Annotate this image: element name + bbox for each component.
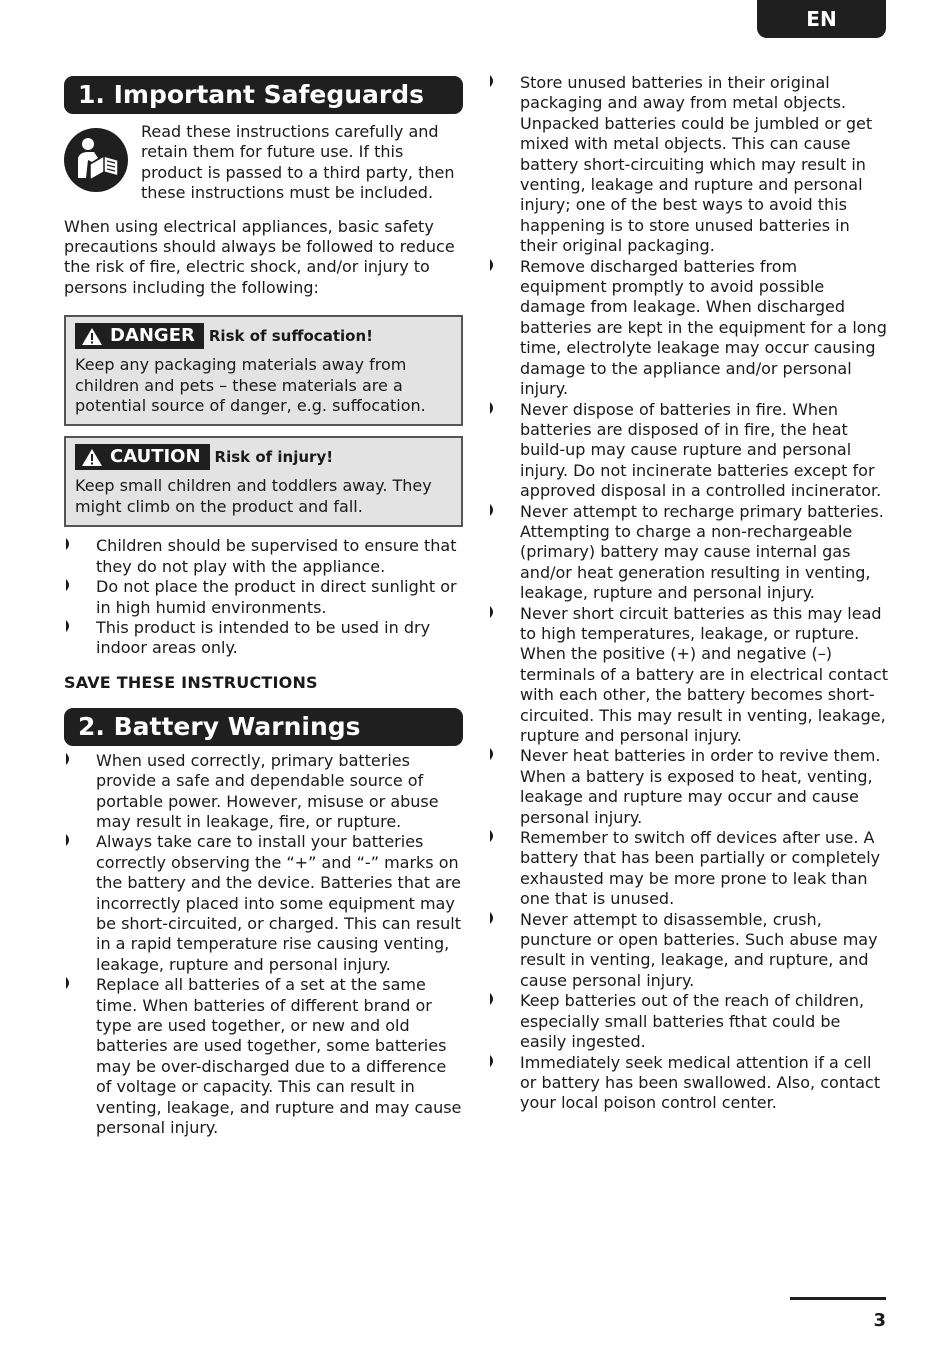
bullet-icon xyxy=(66,620,72,632)
caution-risk: Risk of injury! xyxy=(214,448,334,467)
caution-signal xyxy=(75,444,210,470)
bullet-icon xyxy=(490,259,496,271)
bullet-icon xyxy=(66,753,72,765)
battery-bullets-right xyxy=(488,73,888,1114)
list-item: Store unused batteries in their original packaging and away from metal objects. Unpacked batteries could be jumbled or get mixed with metal objects. This can cause battery short-circuiting which may result in venting, leakage and rupture and personal injury; one of the best ways to avoid this happening is to store unused batteries in their original packaging. xyxy=(488,73,888,257)
danger-signal xyxy=(75,323,204,349)
bullet-icon xyxy=(490,606,496,618)
caution-notice xyxy=(64,436,463,527)
intro-text: Read these instructions carefully and retain them for future use. If this product is passed to a third party, then these instructions must be included. xyxy=(141,122,455,203)
battery-bullets-left xyxy=(64,751,463,1139)
bullet-icon xyxy=(490,993,496,1005)
warning-triangle-icon xyxy=(81,448,103,467)
footer-rule xyxy=(790,1297,886,1300)
danger-risk: Risk of suffocation! xyxy=(208,327,373,346)
list-item: This product is intended to be used in dry indoor areas only. xyxy=(64,618,463,659)
section-title-safeguards: 1. Important Safeguards xyxy=(64,76,463,114)
bullet-icon xyxy=(490,912,496,924)
intro-block xyxy=(64,122,463,204)
read-manual-icon xyxy=(64,128,128,192)
bullet-icon xyxy=(66,538,72,550)
left-column xyxy=(64,76,463,1138)
section-title-battery: 2. Battery Warnings xyxy=(64,708,463,746)
bullet-icon xyxy=(490,75,496,87)
list-item: Never short circuit batteries as this may lead to high temperatures, leakage, or rupture. When the positive (+) and negative (–) terminals of a battery are in electrical contact with each other, the battery becomes short-circuited. This may result in venting, leakage, rupture and personal injury. xyxy=(488,604,888,747)
list-item: Never attempt to disassemble, crush, puncture or open batteries. Such abuse may result in venting, leakage, and rupture, and cause personal injury. xyxy=(488,910,888,992)
bullet-icon xyxy=(490,748,496,760)
bullet-icon xyxy=(490,504,496,516)
list-item: Replace all batteries of a set at the same time. When batteries of different brand or type are used together, or new and old batteries are used together, some batteries may be over-discharged due to a difference of voltage or capacity. This can result in venting, leakage, and rupture and may cause personal injury. xyxy=(64,975,463,1138)
danger-label: DANGER xyxy=(110,325,195,347)
bullet-icon xyxy=(490,1055,496,1067)
list-item: Immediately seek medical attention if a cell or battery has been swallowed. Also, contact your local poison control center. xyxy=(488,1053,888,1114)
caution-text: Keep small children and toddlers away. They might climb on the product and fall. xyxy=(75,476,432,516)
page-number: 3 xyxy=(873,1310,886,1331)
bullet-icon xyxy=(66,977,72,989)
warning-triangle-icon xyxy=(81,327,103,346)
list-item: Never heat batteries in order to revive them. When a battery is exposed to heat, venting, leakage and rupture may occur and cause personal injury. xyxy=(488,746,888,828)
list-item: Never dispose of batteries in fire. When batteries are disposed of in fire, the heat build-up may cause rupture and personal injury. Do not incinerate batteries except for approved disposal in a controlled incinerator. xyxy=(488,400,888,502)
list-item: Remove discharged batteries from equipment promptly to avoid possible damage from leakage. When discharged batteries are kept in the equipment for a long time, electrolyte leakage may occur causing damage to the appliance and/or personal injury. xyxy=(488,257,888,400)
danger-text: Keep any packaging materials away from children and pets – these materials are a potential source of danger, e.g. suffocation. xyxy=(75,355,426,416)
bullet-icon xyxy=(490,830,496,842)
list-item: Never attempt to recharge primary batteries. Attempting to charge a non-rechargeable (primary) battery may cause internal gas and/or heat generation resulting in venting, leakage, rupture and personal injury. xyxy=(488,502,888,604)
safety-paragraph: When using electrical appliances, basic safety precautions should always be followed to reduce the risk of fire, electric shock, and/or injury to persons including the following: xyxy=(64,216,455,297)
list-item: Keep batteries out of the reach of children, especially small batteries fthat could be easily ingested. xyxy=(488,991,888,1052)
bullet-icon xyxy=(66,579,72,591)
caution-label: CAUTION xyxy=(110,446,201,468)
danger-notice xyxy=(64,315,463,426)
right-column xyxy=(488,73,888,1114)
list-item: When used correctly, primary batteries provide a safe and dependable source of portable power. However, misuse or abuse may result in leakage, fire, or rupture. xyxy=(64,751,463,833)
safeguard-bullets xyxy=(64,536,463,658)
language-tab: EN xyxy=(757,0,886,38)
bullet-icon xyxy=(66,834,72,846)
save-instructions: SAVE THESE INSTRUCTIONS xyxy=(64,672,318,692)
bullet-icon xyxy=(490,402,496,414)
list-item: Children should be supervised to ensure that they do not play with the appliance. xyxy=(64,536,463,577)
list-item: Remember to switch off devices after use. A battery that has been partially or completely exhausted may be more prone to leak than one that is unused. xyxy=(488,828,888,910)
list-item: Always take care to install your batteries correctly observing the “+” and “-” marks on the battery and the device. Batteries that are incorrectly placed into some equipment may be short-circuited, or charged. This can result in a rapid temperature rise causing venting, leakage, rupture and personal injury. xyxy=(64,832,463,975)
list-item: Do not place the product in direct sunlight or in high humid environments. xyxy=(64,577,463,618)
